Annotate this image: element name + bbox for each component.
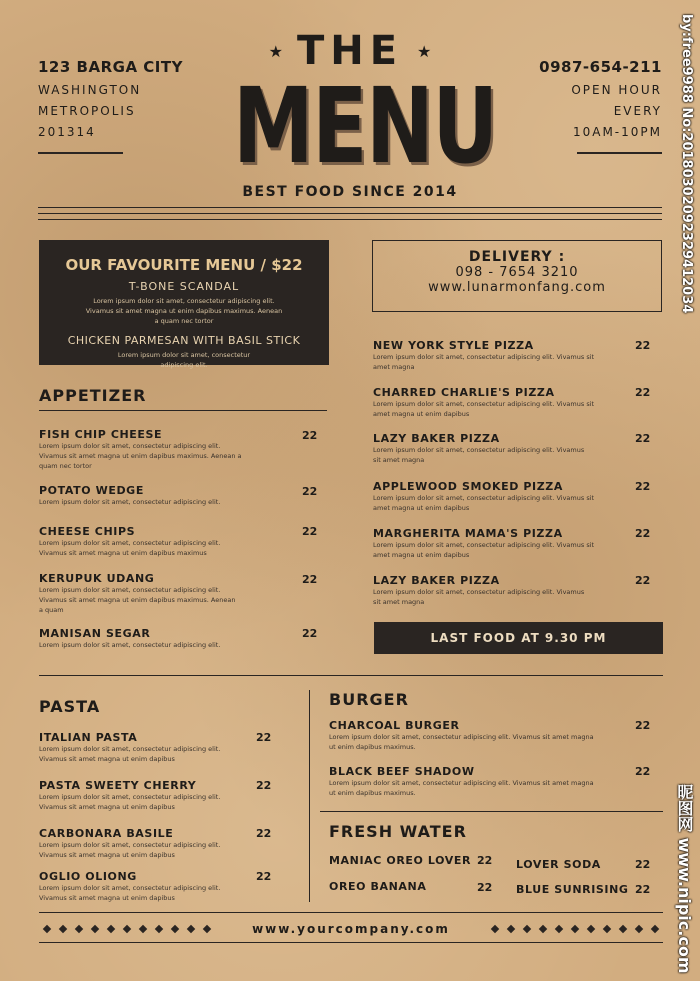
drink-price: 22: [635, 883, 651, 896]
column-divider: [309, 690, 310, 902]
diamond-icon: [603, 925, 611, 933]
drink-price: 22: [635, 858, 651, 871]
contact-block: [520, 58, 662, 143]
favourite-item-2-desc: Lorem ipsum dolor sit amet, consectetur adipiscing elit.: [117, 351, 251, 369]
item-price: 22: [256, 827, 272, 840]
item-name: CHEESE CHIPS: [39, 525, 136, 538]
item-desc: Lorem ipsum dolor sit amet, consectetur adipiscing elit. Vivamus sit amet magna ut enim dapibus: [39, 793, 221, 811]
item-desc: Lorem ipsum dolor sit amet, consectetur adipiscing elit. Vivamus sit amet magna ut enim dapibus maximus: [39, 539, 221, 557]
star-icon: ★: [268, 41, 283, 61]
diamond-icon: [507, 925, 515, 933]
item-name: ITALIAN PASTA: [39, 731, 138, 744]
delivery-heading: DELIVERY :: [468, 249, 566, 265]
item-name: APPLEWOOD SMOKED PIZZA: [373, 480, 563, 493]
item-desc: Lorem ipsum dolor sit amet, consectetur adipiscing elit. Vivamus sit amet magna: [373, 446, 585, 464]
item-price: 22: [302, 525, 318, 538]
drink-name: OREO BANANA: [329, 880, 427, 893]
item-desc: Lorem ipsum dolor sit amet, consectetur adipiscing elit. Vivamus sit amet magna ut enim dapibus: [373, 541, 595, 559]
diamond-icon: [123, 925, 131, 933]
diamond-icon: [491, 925, 499, 933]
watermark-top: by:free9988 No:20180302092329412034: [679, 14, 694, 314]
drink-name: MANIAC OREO LOVER: [329, 854, 472, 867]
diamond-icon: [75, 925, 83, 933]
divider: [39, 675, 663, 676]
star-icon: ★: [417, 41, 432, 61]
address-block: [38, 58, 208, 143]
item-price: 22: [256, 779, 272, 792]
drink-name: BLUE SUNRISING: [516, 883, 629, 896]
diamond-icon: [587, 925, 595, 933]
diamond-icon: [203, 925, 211, 933]
hours-line-1: OPEN HOUR: [571, 83, 662, 97]
watermark-bottom: 昵图网 www.nipic.com: [675, 783, 694, 973]
address-underline: [38, 152, 123, 154]
list-item: [373, 432, 593, 465]
favourite-menu-box: [39, 240, 329, 369]
item-desc: Lorem ipsum dolor sit amet, consectetur adipiscing elit.: [39, 641, 221, 649]
diamond-icon: [635, 925, 643, 933]
diamond-icon: [539, 925, 547, 933]
diamond-icon: [523, 925, 531, 933]
list-item: [329, 765, 594, 798]
item-price: 22: [302, 485, 318, 498]
diamond-icon: [651, 925, 659, 933]
item-desc: Lorem ipsum dolor sit amet, consectetur adipiscing elit. Vivamus sit amet magna ut enim dapibus: [373, 400, 595, 418]
favourite-item-2: CHICKEN PARMESAN WITH BASIL STICK: [67, 334, 301, 347]
diamond-icon: [171, 925, 179, 933]
list-item: [39, 572, 239, 615]
fresh-water-heading: FRESH WATER: [329, 822, 467, 841]
delivery-website[interactable]: www.lunarmonfang.com: [428, 280, 606, 295]
item-name: KERUPUK UDANG: [39, 572, 155, 585]
item-name: CHARRED CHARLIE'S PIZZA: [373, 386, 555, 399]
address-line-3: METROPOLIS: [38, 104, 136, 118]
item-price: 22: [635, 432, 651, 445]
list-item: [39, 731, 224, 764]
diamond-icon: [43, 925, 51, 933]
diamond-icon: [107, 925, 115, 933]
list-item: [373, 527, 603, 560]
list-item: [373, 339, 603, 372]
divider: [38, 207, 662, 208]
item-price: 22: [635, 574, 651, 587]
list-item: [373, 386, 603, 419]
title-block: [200, 28, 500, 200]
item-name: LAZY BAKER PIZZA: [373, 432, 500, 445]
address-line-4: 201314: [38, 125, 96, 139]
item-desc: Lorem ipsum dolor sit amet, consectetur adipiscing elit. Vivamus sit amet magna ut enim dapibus maximus.: [329, 779, 594, 797]
divider: [320, 811, 663, 812]
item-price: 22: [635, 765, 651, 778]
list-item: [39, 870, 224, 903]
item-name: FISH CHIP CHEESE: [39, 428, 163, 441]
list-item: [39, 484, 249, 507]
item-name: OGLIO OLIONG: [39, 870, 137, 883]
item-name: BLACK BEEF SHADOW: [329, 765, 475, 778]
list-item: [39, 779, 224, 812]
item-desc: Lorem ipsum dolor sit amet, consectetur adipiscing elit. Vivamus sit amet magna ut enim dapibus: [39, 745, 221, 763]
footer: [39, 922, 663, 936]
diamond-icon: [619, 925, 627, 933]
diamond-icon: [59, 925, 67, 933]
contact-underline: [577, 152, 662, 154]
item-desc: Lorem ipsum dolor sit amet, consectetur adipiscing elit. Vivamus sit amet magna ut enim dapibus: [39, 841, 221, 859]
divider: [39, 410, 327, 411]
footer-website[interactable]: www.yourcompany.com: [252, 922, 450, 936]
divider: [39, 912, 663, 913]
item-price: 22: [302, 429, 318, 442]
list-item: [39, 627, 249, 650]
item-name: PASTA SWEETY CHERRY: [39, 779, 197, 792]
delivery-box: [372, 240, 662, 312]
item-price: 22: [302, 627, 318, 640]
item-price: 22: [256, 870, 272, 883]
favourite-item-1-desc: Lorem ipsum dolor sit amet, consectetur adipiscing elit. Vivamus sit amet magna ut enim dapibus maximus. Aenean a quam nec tortor: [85, 297, 283, 325]
drink-price: 22: [477, 854, 493, 867]
item-name: CARBONARA BASILE: [39, 827, 174, 840]
item-name: POTATO WEDGE: [39, 484, 144, 497]
tagline: BEST FOOD SINCE 2014: [242, 184, 458, 200]
item-price: 22: [635, 386, 651, 399]
item-desc: Lorem ipsum dolor sit amet, consectetur adipiscing elit. Vivamus sit amet magna ut enim dapibus maximus. Aenean a quam: [39, 586, 236, 614]
diamond-icon: [187, 925, 195, 933]
address-line-2: WASHINGTON: [38, 83, 142, 97]
title-the: THE: [296, 28, 404, 74]
list-item: [39, 525, 249, 558]
item-price: 22: [635, 719, 651, 732]
diamond-icon: [91, 925, 99, 933]
list-item: [329, 719, 594, 752]
drink-price: 22: [477, 881, 493, 894]
list-item: [373, 574, 593, 607]
drink-name: LOVER SODA: [516, 858, 601, 871]
item-price: 22: [635, 339, 651, 352]
last-food-banner: LAST FOOD AT 9.30 PM: [374, 622, 663, 654]
diamond-icon: [139, 925, 147, 933]
favourite-item-1: T-BONE SCANDAL: [128, 280, 240, 293]
footer-diamonds-left: [39, 926, 215, 932]
hours-line-3: 10AM-10PM: [572, 125, 662, 139]
divider: [38, 219, 662, 220]
item-desc: Lorem ipsum dolor sit amet, consectetur adipiscing elit. Vivamus sit amet magna: [373, 353, 595, 371]
item-desc: Lorem ipsum dolor sit amet, consectetur adipiscing elit. Vivamus sit amet magna ut enim dapibus: [373, 494, 595, 512]
hours-line-2: EVERY: [613, 104, 662, 118]
item-name: MARGHERITA MAMA'S PIZZA: [373, 527, 563, 540]
item-name: MANISAN SEGAR: [39, 627, 151, 640]
diamond-icon: [571, 925, 579, 933]
item-desc: Lorem ipsum dolor sit amet, consectetur adipiscing elit. Vivamus sit amet magna ut enim dapibus maximus. Aenean a quam nec tortor: [39, 442, 242, 470]
burger-heading: BURGER: [329, 690, 409, 709]
item-desc: Lorem ipsum dolor sit amet, consectetur adipiscing elit.: [39, 498, 221, 506]
favourite-heading: OUR FAVOURITE MENU / $22: [65, 256, 303, 274]
diamond-icon: [555, 925, 563, 933]
item-price: 22: [635, 527, 651, 540]
pasta-heading: PASTA: [39, 697, 101, 716]
item-price: 22: [635, 480, 651, 493]
item-name: LAZY BAKER PIZZA: [373, 574, 500, 587]
item-desc: Lorem ipsum dolor sit amet, consectetur adipiscing elit. Vivamus sit amet magna ut enim dapibus: [39, 884, 221, 902]
phone-number: 0987-654-211: [539, 58, 662, 76]
footer-diamonds-right: [487, 926, 663, 932]
title-menu: MENU: [233, 65, 497, 187]
list-item: [373, 480, 603, 513]
item-desc: Lorem ipsum dolor sit amet, consectetur adipiscing elit. Vivamus sit amet magna ut enim dapibus maximus.: [329, 733, 594, 751]
item-name: NEW YORK STYLE PIZZA: [373, 339, 534, 352]
item-price: 22: [256, 731, 272, 744]
item-desc: Lorem ipsum dolor sit amet, consectetur adipiscing elit. Vivamus sit amet magna: [373, 588, 585, 606]
appetizer-heading: APPETIZER: [39, 386, 147, 405]
divider: [39, 942, 663, 943]
item-name: CHARCOAL BURGER: [329, 719, 460, 732]
delivery-phone: 098 - 7654 3210: [455, 265, 579, 280]
list-item: [39, 428, 249, 471]
item-price: 22: [302, 573, 318, 586]
diamond-icon: [155, 925, 163, 933]
address-line-1: 123 BARGA CITY: [38, 58, 183, 76]
list-item: [39, 827, 224, 860]
divider: [38, 213, 662, 214]
